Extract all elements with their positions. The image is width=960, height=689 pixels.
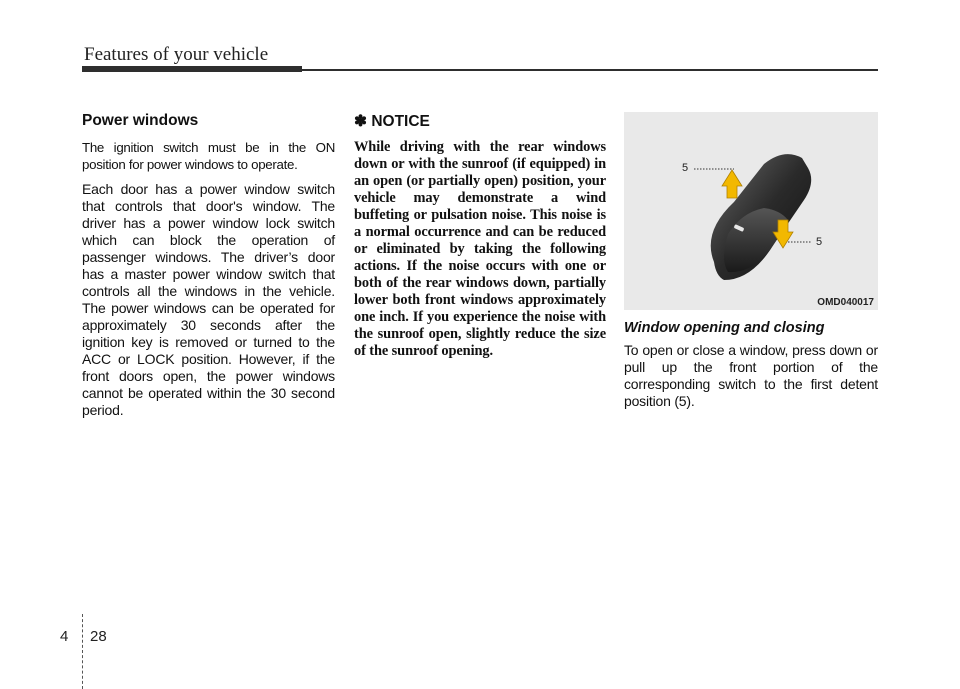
header-bar — [82, 66, 302, 72]
notice-body: While driving with the rear windows down or with the sunroof (if equipped) in an open (or partially open) position, your vehicle may demonstrate a wind buffeting or pulsation noise. This noise is a normal occurrence and can be reduced or eliminated by taking the following actions. If the noise occurs with one or both of the rear windows down, partially lower both front windows approximately one inch. If you experience the noise with the sunroof open, slightly reduce the size of the sunroof opening. — [354, 139, 606, 359]
section-title-window-opening: Window opening and closing — [624, 320, 825, 336]
window-switch-illustration — [624, 112, 878, 310]
header-title: Features of your vehicle — [84, 44, 269, 65]
page-number: 28 — [90, 628, 107, 645]
arrow-up-icon — [722, 170, 742, 198]
figure-code: OMD040017 — [817, 297, 874, 308]
footer-divider — [82, 614, 83, 689]
window-switch-figure — [624, 112, 878, 310]
chapter-number: 4 — [60, 628, 69, 645]
figure-label-5-bottom: 5 — [816, 236, 823, 248]
column-window-operation — [624, 112, 878, 418]
header-rule — [300, 69, 878, 71]
section-title-power-windows: Power windows — [82, 112, 199, 129]
column-notice — [354, 112, 606, 360]
paragraph-window-opening: To open or close a window, press down or pull up the front portion of the corresponding switch to the first detent position (5). — [624, 342, 878, 409]
notice-symbol: ✽ — [354, 113, 367, 130]
paragraph-power-window-switch: Each door has a power window switch that controls that door's window. The driver has a power window lock switch which can block the operation of passenger windows. The driver’s door has a master power window switch that controls all the windows in the vehicle. The power windows can be operated for approximately 30 seconds after the ignition key is removed or turned to the ACC or LOCK position. However, if the front doors open, the power windows cannot be operated within the 30 second period. — [82, 181, 335, 418]
paragraph-ignition: The ignition switch must be in the ON position for power windows to operate. — [82, 140, 335, 172]
notice-title — [354, 112, 606, 131]
figure-label-5-top: 5 — [682, 162, 689, 174]
notice-label: NOTICE — [371, 113, 430, 130]
column-power-windows — [82, 112, 335, 427]
